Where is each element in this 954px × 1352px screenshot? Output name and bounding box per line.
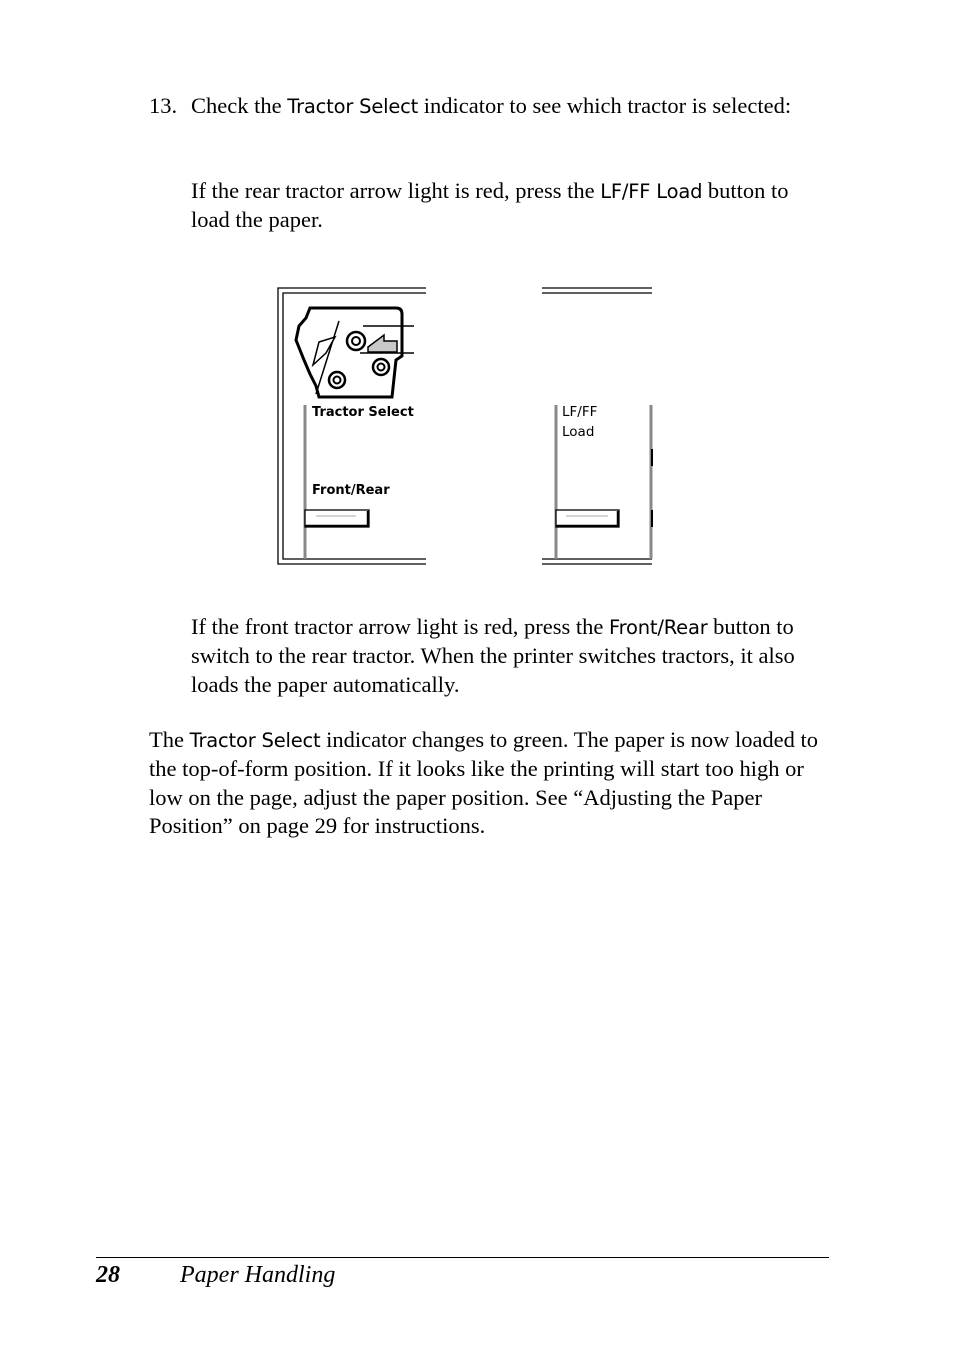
front-rear-label: Front/Rear (312, 483, 390, 498)
front-tractor-paragraph (191, 613, 831, 699)
rear-arrow-icon (368, 335, 397, 352)
term-tractor-select: Tractor Select (287, 95, 419, 118)
front-text-pre: If the front tractor arrow light is red, press the (191, 614, 609, 639)
rear-text-pre: If the rear tractor arrow light is red, press the (191, 178, 601, 203)
tractor-select-label: Tractor Select (312, 405, 414, 420)
rear-text-post: button to load the paper. (191, 178, 789, 233)
step-text-pre: Check the (191, 93, 288, 118)
section-title: Paper Handling (180, 1262, 336, 1288)
footer-rule (96, 1257, 829, 1258)
lf-ff-load-button (556, 510, 619, 527)
term-lf-ff-load: LF/FF Load (600, 180, 703, 203)
term-tractor-select-2: Tractor Select (189, 729, 321, 752)
term-front-rear: Front/Rear (609, 616, 708, 639)
result-text-post: indicator changes to green. The paper is now loaded to the top-of-form position. If it looks like the printing will start too high or low on the page, adjust the paper position. See “Adjusting the Paper Position” on page 29 for instructions. (149, 727, 819, 838)
front-arrow-icon (313, 337, 335, 365)
step-number: 13. (149, 93, 178, 118)
result-text-pre: The (149, 727, 190, 752)
lf-ff-label-line1: LF/FF (562, 404, 598, 420)
step-text-post: indicator to see which tractor is selected: (418, 93, 792, 118)
front-rear-button (305, 510, 369, 527)
front-text-post: button to switch to the rear tractor. When the printer switches tractors, it also loads the paper automatically. (191, 614, 795, 697)
result-paragraph (149, 726, 839, 840)
page-number: 28 (96, 1262, 120, 1288)
lf-ff-label-line2: Load (562, 424, 595, 440)
